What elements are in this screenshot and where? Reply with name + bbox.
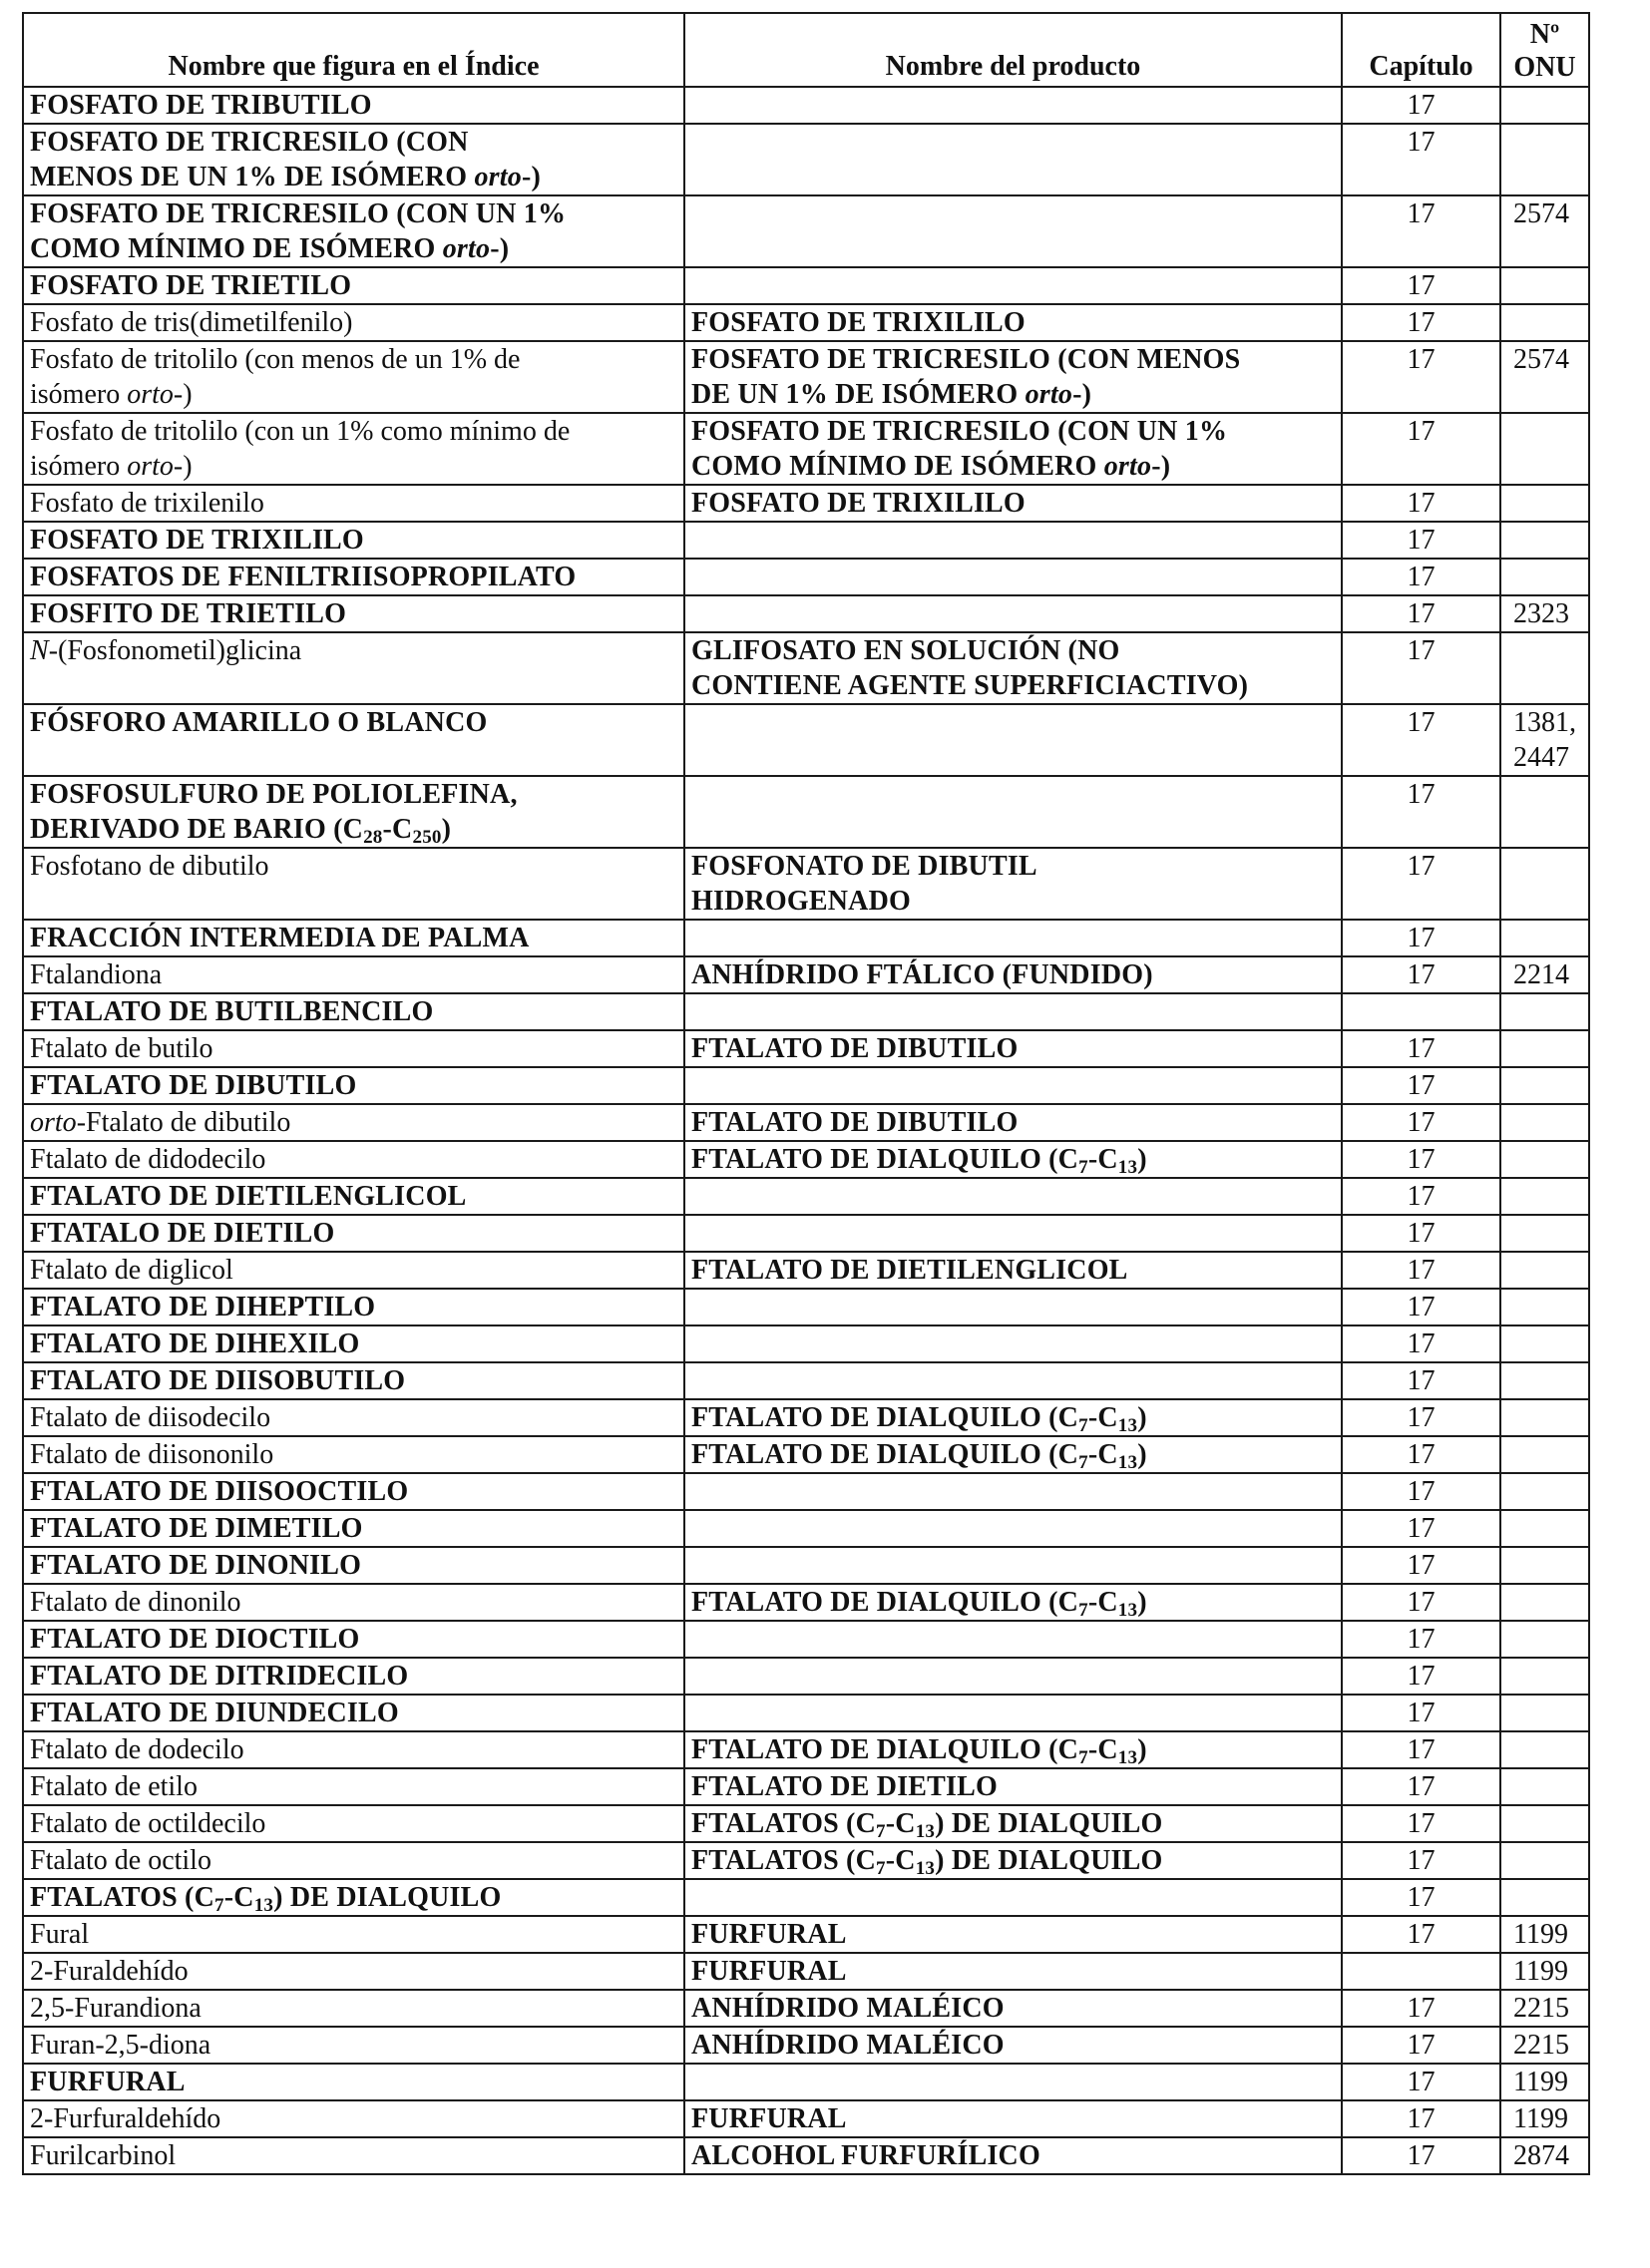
chapter-cell: 17 (1342, 1916, 1500, 1953)
index-name-cell: Ftalato de didodecilo (23, 1141, 684, 1178)
table-row (23, 522, 1589, 559)
un-number-cell (1500, 1436, 1589, 1473)
product-name-cell (684, 1621, 1342, 1658)
chapter-cell: 17 (1342, 1621, 1500, 1658)
table-row (23, 1879, 1589, 1916)
product-name-cell: FTALATO DE DIALQUILO $(C_7-C_{13})$ (684, 1731, 1342, 1768)
index-name-cell: FURFURAL (23, 2064, 684, 2100)
table-row (23, 1252, 1589, 1289)
un-number-cell (1500, 1362, 1589, 1399)
chapter-cell: 17 (1342, 1178, 1500, 1215)
chapter-cell: 17 (1342, 1879, 1500, 1916)
product-name-cell (684, 1695, 1342, 1731)
index-name-cell: Ftalato de octilo (23, 1842, 684, 1879)
un-number-cell (1500, 993, 1589, 1030)
index-name-cell: FTALATO DE DIISOOCTILO (23, 1473, 684, 1510)
chapter-cell: 17 (1342, 1325, 1500, 1362)
un-number-cell (1500, 87, 1589, 124)
index-name-cell: FOSFATO DE TRICRESILO (CON MENOS DE UN 1% DE ISÓMERO orto-) (23, 124, 684, 195)
chapter-cell: 17 (1342, 413, 1500, 485)
chapter-cell: 17 (1342, 1215, 1500, 1252)
chapter-cell: 17 (1342, 595, 1500, 632)
chapter-cell: 17 (1342, 87, 1500, 124)
product-name-cell: ANHÍDRIDO MALÉICO (684, 1990, 1342, 2027)
index-name-cell: Furan-2,5-diona (23, 2027, 684, 2064)
un-number-cell (1500, 1510, 1589, 1547)
table-row (23, 704, 1589, 776)
chapter-cell: 17 (1342, 1141, 1500, 1178)
chapter-cell: 17 (1342, 920, 1500, 956)
un-number-cell (1500, 920, 1589, 956)
index-name-cell: FTALATO DE DIHEPTILO (23, 1289, 684, 1325)
un-number-cell (1500, 304, 1589, 341)
table-row (23, 1768, 1589, 1805)
table-row (23, 1547, 1589, 1584)
un-number-cell (1500, 413, 1589, 485)
index-name-cell: FTALATO DE DITRIDECILO (23, 1658, 684, 1695)
table-row (23, 2027, 1589, 2064)
un-number-cell: 2215 (1500, 2027, 1589, 2064)
index-name-cell: N-(Fosfonometil)glicina (23, 632, 684, 704)
product-name-cell: FTALATO DE DIETILO (684, 1768, 1342, 1805)
chapter-cell: 17 (1342, 1658, 1500, 1695)
chapter-cell: 17 (1342, 1030, 1500, 1067)
index-name-cell: FTALATO DE DIUNDECILO (23, 1695, 684, 1731)
product-name-cell (684, 267, 1342, 304)
index-name-cell: FTALATO DE DIETILENGLICOL (23, 1178, 684, 1215)
index-name-cell: 2,5-Furandiona (23, 1990, 684, 2027)
product-name-cell: FTALATO DE DIALQUILO $(C_7-C_{13})$ (684, 1399, 1342, 1436)
product-name-cell: FURFURAL (684, 1916, 1342, 1953)
index-name-cell: Ftalato de dodecilo (23, 1731, 684, 1768)
product-name-cell (684, 1547, 1342, 1584)
un-number-cell: 1199 (1500, 1916, 1589, 1953)
table-row (23, 195, 1589, 267)
product-name-cell (684, 1362, 1342, 1399)
product-name-cell: GLIFOSATO EN SOLUCIÓN (NO CONTIENE AGENTE SUPERFICIACTIVO) (684, 632, 1342, 704)
chapter-cell: 17 (1342, 1695, 1500, 1731)
header-un-number-line1: Nº (1529, 19, 1560, 50)
chapter-cell: 17 (1342, 124, 1500, 195)
un-number-cell (1500, 124, 1589, 195)
chapter-cell: 17 (1342, 2064, 1500, 2100)
product-name-cell (684, 559, 1342, 595)
table-row (23, 1030, 1589, 1067)
table-row (23, 2100, 1589, 2137)
index-name-cell: Ftalato de dinonilo (23, 1584, 684, 1621)
table-row (23, 1953, 1589, 1990)
table-row (23, 848, 1589, 920)
product-name-cell (684, 195, 1342, 267)
table-row (23, 1104, 1589, 1141)
un-number-cell (1500, 1695, 1589, 1731)
index-name-cell: Fosfato de tritolilo (con un 1% como mínimo de isómero orto-) (23, 413, 684, 485)
table-row (23, 920, 1589, 956)
table-row (23, 1658, 1589, 1695)
index-name-cell: FTALATO DE DIOCTILO (23, 1621, 684, 1658)
chemical-index-table (22, 12, 1590, 2175)
product-name-cell: ANHÍDRIDO FTÁLICO (FUNDIDO) (684, 956, 1342, 993)
table-row (23, 341, 1589, 413)
un-number-cell (1500, 1104, 1589, 1141)
chapter-cell: 17 (1342, 2027, 1500, 2064)
chapter-cell: 17 (1342, 1399, 1500, 1436)
product-name-cell (684, 776, 1342, 848)
un-number-cell (1500, 522, 1589, 559)
table-row (23, 1141, 1589, 1178)
product-name-cell (684, 1658, 1342, 1695)
index-name-cell: FTALATO DE DIBUTILO (23, 1067, 684, 1104)
table-row (23, 1067, 1589, 1104)
un-number-cell: 1199 (1500, 2100, 1589, 2137)
chapter-cell: 17 (1342, 1289, 1500, 1325)
chapter-cell: 17 (1342, 2137, 1500, 2174)
product-name-cell: FTALATO DE DIETILENGLICOL (684, 1252, 1342, 1289)
un-number-cell: 1199 (1500, 1953, 1589, 1990)
index-name-cell: Fosfato de tris(dimetilfenilo) (23, 304, 684, 341)
product-name-cell: FTALATO DE DIBUTILO (684, 1104, 1342, 1141)
product-name-cell: FOSFONATO DE DIBUTIL HIDROGENADO (684, 848, 1342, 920)
index-name-cell: Fosfato de tritolilo (con menos de un 1% de isómero orto-) (23, 341, 684, 413)
product-name-cell (684, 522, 1342, 559)
index-name-cell: FTALATO DE DIMETILO (23, 1510, 684, 1547)
table-row (23, 595, 1589, 632)
product-name-cell (684, 1879, 1342, 1916)
product-name-cell: FTALATO DE DIALQUILO $(C_7-C_{13})$ (684, 1436, 1342, 1473)
un-number-cell: 2574 (1500, 195, 1589, 267)
product-name-cell (684, 1325, 1342, 1362)
chapter-cell: 17 (1342, 1067, 1500, 1104)
chapter-cell: 17 (1342, 1842, 1500, 1879)
table-row (23, 304, 1589, 341)
index-name-cell: Ftalato de diisononilo (23, 1436, 684, 1473)
un-number-cell: 2874 (1500, 2137, 1589, 2174)
product-name-cell: FURFURAL (684, 2100, 1342, 2137)
product-name-cell: FOSFATO DE TRIXILILO (684, 304, 1342, 341)
table-row (23, 1473, 1589, 1510)
un-number-cell (1500, 1067, 1589, 1104)
header-un-number-line2: ONU (1513, 52, 1576, 83)
chapter-cell: 17 (1342, 776, 1500, 848)
table-row (23, 413, 1589, 485)
chapter-cell: 17 (1342, 2100, 1500, 2137)
un-number-cell (1500, 1547, 1589, 1584)
un-number-cell: 2215 (1500, 1990, 1589, 2027)
product-name-cell: FTALATOS $(C_7-C_{13})$ DE DIALQUILO (684, 1805, 1342, 1842)
product-name-cell: FTALATO DE DIALQUILO $(C_7-C_{13})$ (684, 1584, 1342, 1621)
un-number-cell (1500, 1473, 1589, 1510)
index-name-cell: Ftalato de octildecilo (23, 1805, 684, 1842)
chapter-cell: 17 (1342, 304, 1500, 341)
un-number-cell (1500, 1215, 1589, 1252)
chapter-cell: 17 (1342, 267, 1500, 304)
un-number-cell (1500, 1621, 1589, 1658)
chapter-cell: 17 (1342, 522, 1500, 559)
index-name-cell: Ftalandiona (23, 956, 684, 993)
index-name-cell: FTATALO DE DIETILO (23, 1215, 684, 1252)
index-name-cell: orto-Ftalato de dibutilo (23, 1104, 684, 1141)
un-number-cell: 1381, 2447 (1500, 704, 1589, 776)
index-name-cell: FOSFATO DE TRICRESILO (CON UN 1% COMO MÍNIMO DE ISÓMERO orto-) (23, 195, 684, 267)
index-name-cell: 2-Furaldehído (23, 1953, 684, 1990)
product-name-cell (684, 1215, 1342, 1252)
index-name-cell: FRACCIÓN INTERMEDIA DE PALMA (23, 920, 684, 956)
product-name-cell (684, 920, 1342, 956)
un-number-cell (1500, 267, 1589, 304)
header-index-name: Nombre que figura en el Índice (23, 13, 684, 87)
un-number-cell (1500, 632, 1589, 704)
table-row (23, 124, 1589, 195)
table-row (23, 1842, 1589, 1879)
un-number-cell (1500, 1731, 1589, 1768)
product-name-cell (684, 124, 1342, 195)
header-product-name: Nombre del producto (684, 13, 1342, 87)
table-row (23, 1289, 1589, 1325)
product-name-cell: FURFURAL (684, 1953, 1342, 1990)
table-row (23, 1510, 1589, 1547)
table-row (23, 1805, 1589, 1842)
index-name-cell: Ftalato de etilo (23, 1768, 684, 1805)
table-row (23, 1990, 1589, 2027)
product-name-cell (684, 1289, 1342, 1325)
table-row (23, 485, 1589, 522)
un-number-cell (1500, 1842, 1589, 1879)
chapter-cell: 17 (1342, 1436, 1500, 1473)
chapter-cell: 17 (1342, 1252, 1500, 1289)
product-name-cell (684, 1473, 1342, 1510)
un-number-cell (1500, 1141, 1589, 1178)
index-name-cell: FOSFATO DE TRIETILO (23, 267, 684, 304)
index-name-cell: FTALATO DE DIISOBUTILO (23, 1362, 684, 1399)
chapter-cell: 17 (1342, 1990, 1500, 2027)
un-number-cell (1500, 1030, 1589, 1067)
un-number-cell (1500, 1178, 1589, 1215)
chapter-cell: 17 (1342, 632, 1500, 704)
table-row (23, 1215, 1589, 1252)
chapter-cell (1342, 993, 1500, 1030)
chapter-cell: 17 (1342, 485, 1500, 522)
un-number-cell: 1199 (1500, 2064, 1589, 2100)
table-row (23, 956, 1589, 993)
table-row (23, 993, 1589, 1030)
chapter-cell: 17 (1342, 1473, 1500, 1510)
table-row (23, 1362, 1589, 1399)
chapter-cell: 17 (1342, 341, 1500, 413)
un-number-cell (1500, 559, 1589, 595)
un-number-cell: 2214 (1500, 956, 1589, 993)
index-name-cell: FOSFOSULFURO DE POLIOLEFINA, DERIVADO DE BARIO $(C_{28}-C_{250})$ (23, 776, 684, 848)
table-row (23, 1731, 1589, 1768)
product-name-cell: FOSFATO DE TRICRESILO (CON UN 1% COMO MÍNIMO DE ISÓMERO orto-) (684, 413, 1342, 485)
chapter-cell: 17 (1342, 1104, 1500, 1141)
table-row (23, 776, 1589, 848)
un-number-cell (1500, 1289, 1589, 1325)
chapter-cell: 17 (1342, 956, 1500, 993)
index-name-cell: Ftalato de butilo (23, 1030, 684, 1067)
table-row (23, 87, 1589, 124)
product-name-cell: FTALATO DE DIALQUILO $(C_7-C_{13})$ (684, 1141, 1342, 1178)
un-number-cell (1500, 1805, 1589, 1842)
un-number-cell (1500, 1399, 1589, 1436)
chapter-cell (1342, 1953, 1500, 1990)
table-row (23, 1436, 1589, 1473)
un-number-cell (1500, 1584, 1589, 1621)
index-name-cell: FTALATO DE DIHEXILO (23, 1325, 684, 1362)
index-name-cell: FOSFATO DE TRIXILILO (23, 522, 684, 559)
index-name-cell: Fosfato de trixilenilo (23, 485, 684, 522)
product-name-cell (684, 704, 1342, 776)
chapter-cell: 17 (1342, 704, 1500, 776)
chapter-cell: 17 (1342, 1584, 1500, 1621)
product-name-cell: ALCOHOL FURFURÍLICO (684, 2137, 1342, 2174)
table-row (23, 559, 1589, 595)
product-name-cell: FOSFATO DE TRIXILILO (684, 485, 1342, 522)
index-name-cell: 2-Furfuraldehído (23, 2100, 684, 2137)
index-name-cell: Ftalato de diisodecilo (23, 1399, 684, 1436)
product-name-cell (684, 595, 1342, 632)
index-name-cell: FOSFITO DE TRIETILO (23, 595, 684, 632)
index-name-cell: Ftalato de diglicol (23, 1252, 684, 1289)
index-name-cell: FOSFATO DE TRIBUTILO (23, 87, 684, 124)
chapter-cell: 17 (1342, 1510, 1500, 1547)
table-row (23, 1916, 1589, 1953)
product-name-cell (684, 1510, 1342, 1547)
chapter-cell: 17 (1342, 1805, 1500, 1842)
table-row (23, 267, 1589, 304)
product-name-cell (684, 2064, 1342, 2100)
un-number-cell (1500, 1658, 1589, 1695)
index-name-cell: FTALATO DE BUTILBENCILO (23, 993, 684, 1030)
product-name-cell (684, 1067, 1342, 1104)
product-name-cell (684, 87, 1342, 124)
table-row (23, 1584, 1589, 1621)
table-row (23, 2064, 1589, 2100)
un-number-cell (1500, 485, 1589, 522)
chapter-cell: 17 (1342, 848, 1500, 920)
product-name-cell: FTALATO DE DIBUTILO (684, 1030, 1342, 1067)
chapter-cell: 17 (1342, 1731, 1500, 1768)
product-name-cell: ANHÍDRIDO MALÉICO (684, 2027, 1342, 2064)
chapter-cell: 17 (1342, 1362, 1500, 1399)
chapter-cell: 17 (1342, 195, 1500, 267)
index-name-cell: FOSFATOS DE FENILTRIISOPROPILATO (23, 559, 684, 595)
un-number-cell: 2323 (1500, 595, 1589, 632)
index-name-cell: Furilcarbinol (23, 2137, 684, 2174)
index-name-cell: Fosfotano de dibutilo (23, 848, 684, 920)
un-number-cell (1500, 1325, 1589, 1362)
table-row (23, 632, 1589, 704)
header-chapter: Capítulo (1342, 13, 1500, 87)
index-name-cell: FÓSFORO AMARILLO O BLANCO (23, 704, 684, 776)
table-row (23, 1621, 1589, 1658)
table-row (23, 1178, 1589, 1215)
un-number-cell: 2574 (1500, 341, 1589, 413)
index-name-cell: Fural (23, 1916, 684, 1953)
chapter-cell: 17 (1342, 1768, 1500, 1805)
product-name-cell (684, 1178, 1342, 1215)
table-row (23, 1695, 1589, 1731)
index-name-cell: FTALATOS $(C_7-C_{13})$ DE DIALQUILO (23, 1879, 684, 1916)
un-number-cell (1500, 1879, 1589, 1916)
table-row (23, 1325, 1589, 1362)
table-body (23, 87, 1589, 2174)
un-number-cell (1500, 1252, 1589, 1289)
product-name-cell (684, 993, 1342, 1030)
chapter-cell: 17 (1342, 559, 1500, 595)
header-un-number (1500, 13, 1589, 87)
index-name-cell: FTALATO DE DINONILO (23, 1547, 684, 1584)
table-row (23, 1399, 1589, 1436)
un-number-cell (1500, 776, 1589, 848)
chapter-cell: 17 (1342, 1547, 1500, 1584)
table-row (23, 2137, 1589, 2174)
product-name-cell: FOSFATO DE TRICRESILO (CON MENOS DE UN 1% DE ISÓMERO orto-) (684, 341, 1342, 413)
product-name-cell: FTALATOS $(C_7-C_{13})$ DE DIALQUILO (684, 1842, 1342, 1879)
un-number-cell (1500, 848, 1589, 920)
un-number-cell (1500, 1768, 1589, 1805)
